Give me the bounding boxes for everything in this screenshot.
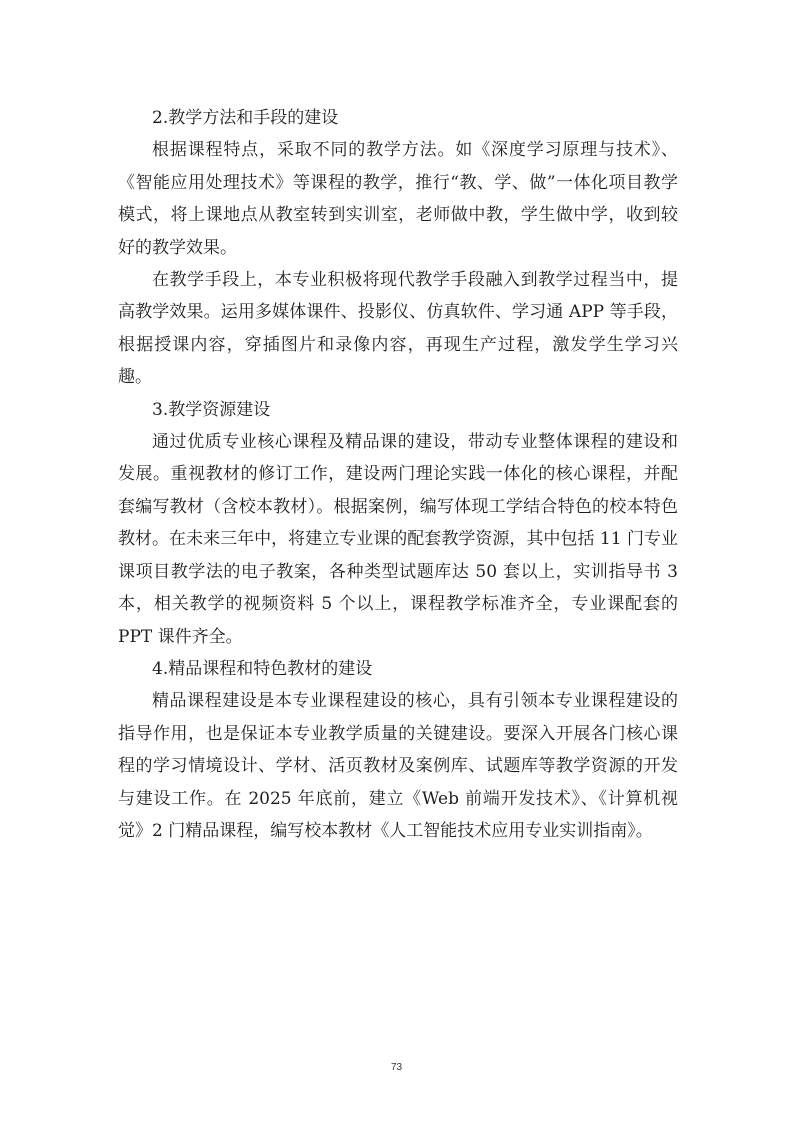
page-number: 73 [390,1062,403,1073]
paragraph-quality-courses: 精品课程建设是本专业课程建设的核心，具有引领本专业课程建设的指导作用，也是保证本专业教学质量的关键建设。要深入开展各门核心课程的学习情境设计、学材、活页教材及案例库、试题库等教学资源的开发与建设工作。在 2025 年底前，建立《Web 前端开发技术》、《计算机视觉》2 门精品课程，编写校本教材《人工智能技术应用专业实训指南》。 [118,691,678,841]
section-heading-quality-courses: 4.精品课程和特色教材的建设 [152,658,373,679]
page-body [118,102,678,847]
section-heading-teaching-resources: 3.教学资源建设 [152,399,271,420]
paragraph-teaching-resources: 通过优质专业核心课程及精品课的建设，带动专业整体课程的建设和发展。重视教材的修订工作，建设两门理论实践一体化的核心课程，并配套编写教材（含校本教材）。根据案例，编写体现工学结合特色的校本特色教材。在未来三年中，将建立专业课的配套教学资源，其中包括 11 门专业课项目教学法的电子教案，各种类型试题库达 50 套以上，实训指导书 3 本，相关教学的视频资料 5 个以上，课程教学标准齐全，专业课配套的 PPT 课件齐全。 [118,432,678,647]
paragraph-teaching-methods: 根据课程特点，采取不同的教学方法。如《深度学习原理与技术》、《智能应用处理技术》等课程的教学，推行“教、学、做”一体化项目教学模式，将上课地点从教室转到实训室，老师做中教，学生做中学，收到较好的教学效果。 [118,140,678,258]
section-heading-teaching-methods: 2.教学方法和手段的建设 [152,108,339,128]
paragraph-teaching-means: 在教学手段上，本专业积极将现代教学手段融入到教学过程当中，提高教学效果。运用多媒体课件、投影仪、仿真软件、学习通 APP 等手段，根据授课内容，穿插图片和录像内容，再现生产过程，激发学生学习兴趣。 [118,270,678,388]
